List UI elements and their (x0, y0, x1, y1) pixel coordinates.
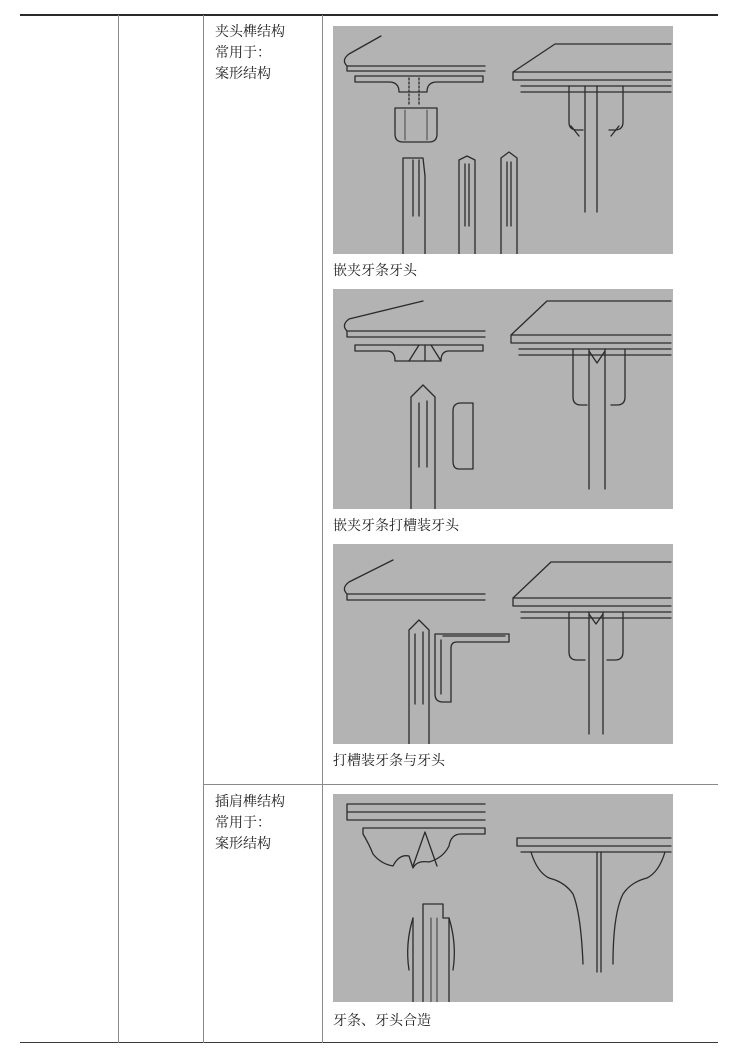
figure-2-image (333, 289, 673, 509)
row-2-title: 插肩榫结构 (215, 794, 285, 810)
joint-diagram-4-icon (333, 794, 673, 1002)
row-1-title: 夹头榫结构 (215, 24, 285, 40)
column-divider-1 (118, 15, 119, 1043)
column-divider-3 (322, 15, 323, 1043)
row-divider (203, 784, 718, 785)
row-1-usage-value: 案形结构 (215, 66, 271, 82)
figure-1-image (333, 26, 673, 254)
row-1-description (215, 22, 285, 85)
figure-3-caption: 打槽装牙条与牙头 (333, 753, 445, 769)
row-2-usage-label: 常用于： (215, 815, 271, 831)
figure-2-caption: 嵌夹牙条打槽装牙头 (333, 518, 459, 534)
figure-4-image (333, 794, 673, 1002)
row-2-usage-value: 案形结构 (215, 836, 271, 852)
joint-diagram-3-icon (333, 544, 673, 744)
joint-diagram-2-icon (333, 289, 673, 509)
table-bottom-rule (20, 1042, 718, 1043)
row-2-description (215, 792, 285, 855)
figure-1-caption: 嵌夹牙条牙头 (333, 263, 417, 279)
figure-3-image (333, 544, 673, 744)
figure-4-caption: 牙条、牙头合造 (333, 1013, 431, 1029)
table-top-rule (20, 14, 718, 16)
row-1-usage-label: 常用于： (215, 45, 271, 61)
column-divider-2 (203, 15, 204, 1043)
joint-diagram-1-icon (333, 26, 673, 254)
